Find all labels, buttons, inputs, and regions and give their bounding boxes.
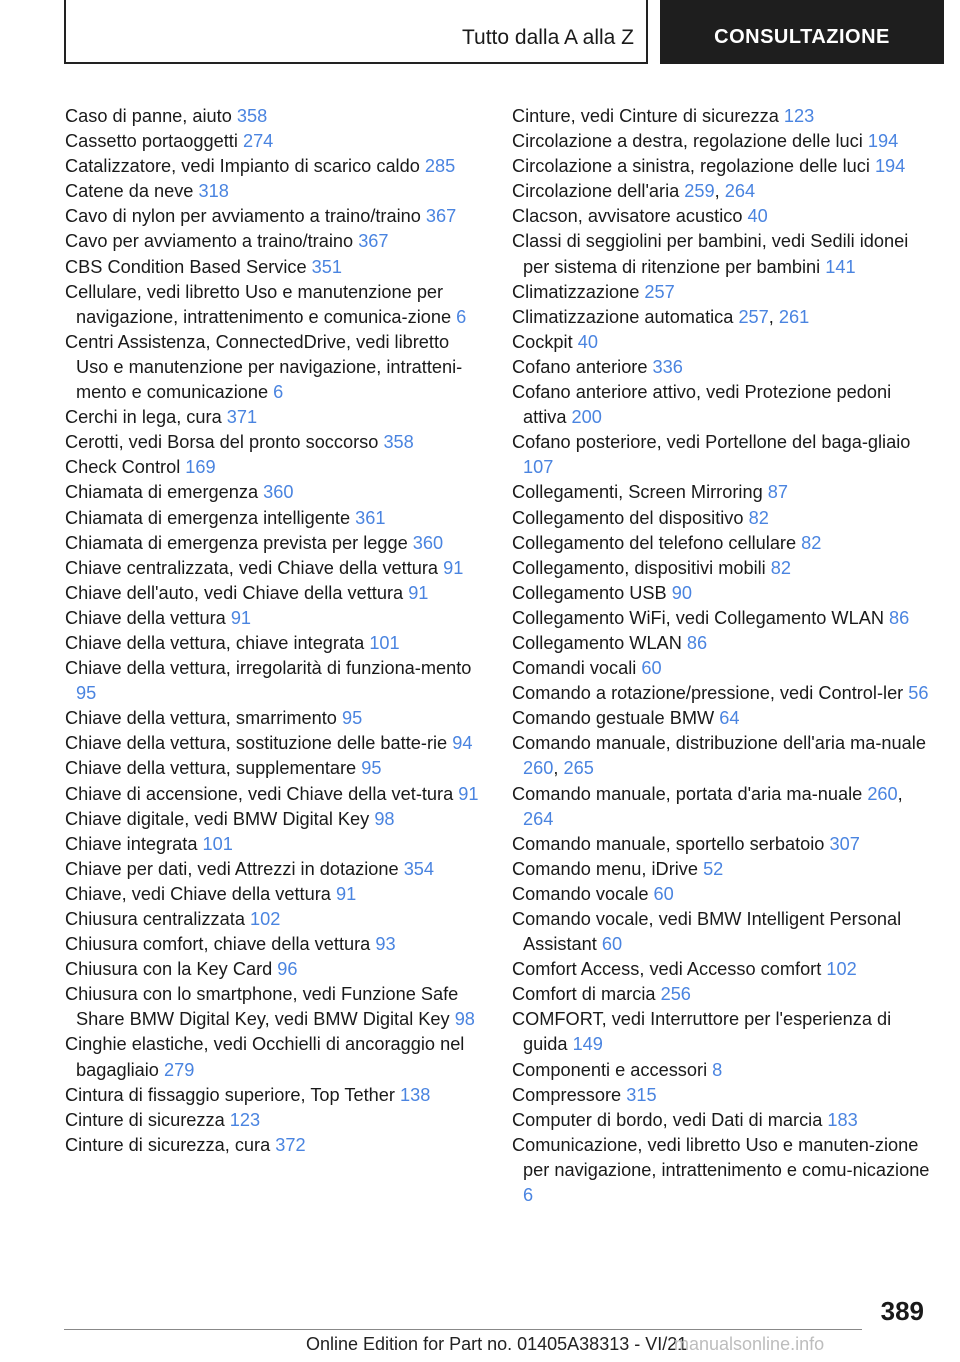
index-entry-text: Comando a rotazione/pressione, vedi Control-ler <box>512 683 909 704</box>
index-entry-text: Comando manuale, portata d'aria ma-nuale <box>512 783 868 804</box>
page-reference-link[interactable]: 257 <box>738 306 769 327</box>
index-entry <box>65 882 485 907</box>
page-reference-link[interactable]: 315 <box>626 1084 657 1105</box>
index-entry-text: Centri Assistenza, ConnectedDrive, vedi libretto Uso e manutenzione per navigazione, intratteni-mento e comunicazione <box>65 331 463 403</box>
index-entry <box>65 1133 485 1158</box>
index-entry-text: Chiave, vedi Chiave della vettura <box>65 883 336 904</box>
index-entry <box>65 480 485 505</box>
index-entry-text: Chiave digitale, vedi BMW Digital Key <box>65 808 375 829</box>
page-reference-link[interactable]: 91 <box>230 607 252 628</box>
index-entry <box>65 807 485 832</box>
page-reference-link[interactable]: 200 <box>571 407 602 428</box>
index-entry-text: Cavo per avviamento a traino/traino <box>65 231 359 252</box>
page-reference-link[interactable]: 358 <box>236 106 268 126</box>
index-entry-text: Circolazione dell'aria <box>512 181 685 202</box>
index-entry-text: Chiamata di emergenza prevista per legge <box>65 532 413 553</box>
index-entry-text: Cinture, vedi Cinture di sicurezza <box>512 106 784 126</box>
index-entry <box>512 957 932 982</box>
index-entry-text: Collegamento WLAN <box>512 632 687 653</box>
index-entry-text: Check Control <box>65 457 186 478</box>
index-entry <box>65 731 485 756</box>
page-reference-link[interactable]: 307 <box>829 833 860 854</box>
page-reference-link[interactable]: 265 <box>563 758 594 779</box>
index-entry-text: Chiave centralizzata, vedi Chiave della vettura <box>65 557 444 578</box>
index-entry-text: Chiamata di emergenza <box>65 482 264 503</box>
index-entry-text: Chiamata di emergenza intelligente <box>65 507 356 528</box>
index-entry <box>65 204 485 229</box>
index-entry <box>65 179 485 204</box>
index-entry-text: Collegamento del telefono cellulare <box>512 532 802 553</box>
page-reference-link[interactable]: 102 <box>826 959 857 980</box>
index-entry-text: Collegamento WiFi, vedi Collegamento WLAN <box>512 607 890 628</box>
index-entry <box>65 832 485 857</box>
index-entry <box>65 129 485 154</box>
page-reference-link[interactable]: 260 <box>523 758 554 779</box>
page-reference-link[interactable]: 96 <box>277 959 298 980</box>
header-bottom-rule <box>64 62 648 64</box>
index-entry <box>512 531 932 556</box>
index-entry: Comando manuale, distribuzione dell'aria ma-nuale 260, 265 <box>512 733 926 779</box>
index-entry: Circolazione dell'aria 259, 264 <box>512 181 756 202</box>
page-reference-link[interactable]: 264 <box>724 181 756 202</box>
index-entry <box>65 556 485 581</box>
page-reference-link[interactable]: 194 <box>874 156 906 177</box>
index-entry-text: Comando vocale, vedi BMW Intelligent Personal Assistant <box>512 909 902 955</box>
index-entry <box>65 154 485 179</box>
index-entry <box>65 280 485 330</box>
index-entry-text: Collegamento del dispositivo <box>512 507 749 528</box>
index-entry-text: Comando gestuale BMW <box>512 708 720 729</box>
page-reference-link[interactable]: 91 <box>443 557 464 578</box>
page-reference-link[interactable]: 91 <box>458 783 479 804</box>
index-entry <box>512 631 932 656</box>
index-entry <box>65 706 485 731</box>
page-reference-link[interactable]: 261 <box>778 306 810 327</box>
page-reference-link[interactable]: 60 <box>601 934 623 955</box>
page-reference-link[interactable]: 6 <box>523 1185 534 1206</box>
watermark: manualsonline.info <box>674 1334 825 1354</box>
header-left-rule <box>64 0 66 62</box>
page-reference-link[interactable]: 95 <box>361 758 382 779</box>
index-entry <box>65 782 485 807</box>
page-reference-link[interactable]: 371 <box>226 407 258 428</box>
page-reference-link[interactable]: 123 <box>229 1109 261 1130</box>
index-entry-text: Chiave per dati, vedi Attrezzi in dotazione <box>65 858 404 879</box>
index-entry-text: Circolazione a destra, regolazione delle luci <box>512 131 868 152</box>
index-entry-text: Classi di seggiolini per bambini, vedi Sedili idonei per sistema di ritenzione per bambini <box>512 231 909 277</box>
index-entry-text: Comfort Access, vedi Accesso comfort <box>512 959 827 980</box>
index-entry <box>512 706 932 731</box>
index-entry <box>65 857 485 882</box>
page-reference-link[interactable]: 90 <box>671 582 692 603</box>
page-reference-link[interactable]: 367 <box>425 206 457 227</box>
index-entry-text: Comunicazione, vedi libretto Uso e manuten-zione per navigazione, intrattenimento e comu-nicazione <box>512 1134 930 1180</box>
index-entry-text: Clacson, avvisatore acustico <box>512 206 748 227</box>
page-reference-link[interactable]: 8 <box>712 1059 723 1080</box>
index-column-right <box>512 104 932 1208</box>
page-reference-link[interactable]: 274 <box>242 131 274 152</box>
page-reference-link[interactable]: 279 <box>163 1059 195 1080</box>
index-entry-text: Cinghie elastiche, vedi Occhielli di ancoraggio nel bagagliaio <box>65 1034 465 1080</box>
index-entry <box>512 681 932 706</box>
page-reference-link[interactable]: 358 <box>383 432 414 453</box>
index-entry <box>65 656 485 706</box>
page-reference-link[interactable]: 56 <box>908 683 929 704</box>
index-entry-text: Compressore <box>512 1084 627 1105</box>
index-entry-text: Chiave della vettura <box>65 607 231 628</box>
index-entry <box>512 982 932 1007</box>
index-entry-text: Cellulare, vedi libretto Uso e manutenzione per navigazione, intrattenimento e comunica-zione <box>65 281 457 327</box>
page-reference-link[interactable]: 102 <box>250 909 281 929</box>
page-reference-link[interactable]: 107 <box>523 457 554 478</box>
index-entry-text: Collegamento, dispositivi mobili <box>512 557 771 578</box>
index-entry <box>65 531 485 556</box>
page-reference-link[interactable]: 257 <box>644 281 675 302</box>
edition-text: Online Edition for Part no. 01405A38313 - VI/21 <box>306 1334 688 1354</box>
index-entry <box>512 129 932 154</box>
page-reference-link[interactable]: 87 <box>767 482 788 503</box>
page-reference-link[interactable]: 183 <box>827 1109 858 1130</box>
page-reference-link[interactable]: 91 <box>335 883 357 904</box>
index-entry-text: Chiave di accensione, vedi Chiave della vet-tura <box>65 783 459 804</box>
index-entry-text: Chiave della vettura, smarrimento <box>65 708 342 729</box>
index-entry <box>512 656 932 681</box>
index-entry <box>512 606 932 631</box>
index-entry <box>512 154 932 179</box>
index-entry-text: Chiave della vettura, chiave integrata <box>65 632 370 653</box>
index-entry-text: Climatizzazione <box>512 281 645 302</box>
index-entry-text: Catene da neve <box>65 181 199 202</box>
index-entry-text: Comandi vocali <box>512 658 642 679</box>
index-entry <box>512 380 932 430</box>
index-entry <box>512 430 932 480</box>
index-entry-text: Cinture di sicurezza <box>65 1109 230 1130</box>
page-reference-link[interactable]: 361 <box>355 507 386 528</box>
index-entry <box>512 581 932 606</box>
index-entry <box>65 932 485 957</box>
page-reference-link[interactable]: 194 <box>867 131 899 152</box>
index-entry-text: COMFORT, vedi Interruttore per l'esperienza di guida <box>512 1009 892 1055</box>
page-reference-link[interactable]: 354 <box>403 858 435 879</box>
page-reference-link[interactable]: 82 <box>801 532 822 553</box>
page-reference-link[interactable]: 52 <box>703 858 724 879</box>
index-entry-text: Comando manuale, distribuzione dell'aria ma-nuale <box>512 733 926 754</box>
index-entry <box>512 857 932 882</box>
page-reference-link[interactable]: 101 <box>369 632 400 653</box>
index-entry-text: Computer di bordo, vedi Dati di marcia <box>512 1109 828 1130</box>
index-entry-text: Catalizzatore, vedi Impianto di scarico caldo <box>65 156 425 177</box>
index-entry <box>512 882 932 907</box>
page-reference-link[interactable]: 318 <box>198 181 229 202</box>
index-entry <box>512 506 932 531</box>
page-reference-link[interactable]: 6 <box>456 306 467 327</box>
index-entry <box>65 907 485 932</box>
index-entry <box>65 756 485 781</box>
index-entry <box>512 1133 932 1208</box>
index-entry-text: Cerotti, vedi Borsa del pronto soccorso <box>65 432 384 453</box>
index-entry-text: Chiave dell'auto, vedi Chiave della vettura <box>65 582 409 603</box>
index-entry-text: Collegamento USB <box>512 582 672 603</box>
index-entry-text: Cofano anteriore <box>512 356 653 377</box>
page-reference-link[interactable]: 336 <box>652 356 683 377</box>
index-entry <box>512 1108 932 1133</box>
index-entry-text: Collegamenti, Screen Mirroring <box>512 482 768 503</box>
index-entry-text: Chiusura con la Key Card <box>65 959 278 980</box>
page-number: 389 <box>880 1296 924 1326</box>
page-reference-link[interactable]: 95 <box>341 708 363 729</box>
chapter-tab: CONSULTAZIONE <box>660 0 944 64</box>
index-entry-text: Chiave della vettura, supplementare <box>65 758 362 779</box>
index-entry <box>65 606 485 631</box>
page-reference-link[interactable]: 82 <box>748 507 769 528</box>
page-reference-link[interactable]: 256 <box>660 984 691 1005</box>
index-entry <box>65 405 485 430</box>
index-entry <box>65 255 485 280</box>
page-reference-link[interactable]: 94 <box>452 733 473 754</box>
index-entry-text: Caso di panne, aiuto <box>65 106 237 126</box>
index-entry <box>65 430 485 455</box>
index-entry <box>512 280 932 305</box>
page-reference-link[interactable]: 86 <box>686 632 708 653</box>
index-entry <box>65 1108 485 1133</box>
page-reference-link[interactable]: 360 <box>412 532 444 553</box>
page-reference-link[interactable]: 138 <box>399 1084 431 1105</box>
index-entry <box>512 1083 932 1108</box>
page-reference-link[interactable]: 40 <box>747 206 768 227</box>
page-reference-link[interactable]: 91 <box>408 582 429 603</box>
page-reference-link[interactable]: 98 <box>374 808 395 829</box>
page-reference-link[interactable]: 101 <box>202 833 233 854</box>
index-entry <box>512 104 932 129</box>
index-entry-text: Componenti e accessori <box>512 1059 713 1080</box>
page-reference-link[interactable]: 149 <box>572 1034 603 1055</box>
page-reference-link[interactable]: 6 <box>273 382 284 403</box>
index-entry <box>512 229 932 279</box>
index-entry-text: Comando vocale <box>512 883 654 904</box>
index-entry-text: Chiave della vettura, sostituzione delle batte-rie <box>65 733 453 754</box>
header-divider <box>646 0 648 64</box>
index-entry <box>65 455 485 480</box>
index-entry <box>512 556 932 581</box>
index-entry-text: Cerchi in lega, cura <box>65 407 227 428</box>
page-reference-link[interactable]: 123 <box>783 106 815 126</box>
page-reference-link[interactable]: 285 <box>424 156 456 177</box>
index-entry <box>65 506 485 531</box>
index-entry <box>65 982 485 1032</box>
index-entry-text: Cavo di nylon per avviamento a traino/traino <box>65 206 426 227</box>
page-reference-link[interactable]: 95 <box>76 683 97 704</box>
page-reference-link[interactable]: 259 <box>684 181 715 202</box>
index-entry-text: Chiusura centralizzata <box>65 909 250 929</box>
index-entry-text: Cockpit <box>512 331 578 352</box>
page-reference-link[interactable]: 40 <box>577 331 598 352</box>
page-reference-link[interactable]: 60 <box>653 883 674 904</box>
page-reference-link[interactable]: 260 <box>867 783 898 804</box>
index-entry-text: Chiave della vettura, irregolarità di funziona-mento <box>65 658 472 679</box>
index-entry-text: Climatizzazione automatica <box>512 306 739 327</box>
page-reference-link[interactable]: 98 <box>454 1009 475 1030</box>
index-entry <box>65 104 485 129</box>
index-entry: Comando manuale, portata d'aria ma-nuale 260, 264 <box>512 783 903 829</box>
page-reference-link[interactable]: 82 <box>770 557 792 578</box>
index-entry <box>512 330 932 355</box>
index-entry <box>512 832 932 857</box>
index-entry <box>65 330 485 405</box>
footer-rule <box>64 1329 862 1330</box>
index-entry <box>512 1007 932 1057</box>
index-entry <box>65 631 485 656</box>
index-entry-text: Cassetto portaoggetti <box>65 131 243 152</box>
index-entry <box>65 229 485 254</box>
index-entry <box>512 907 932 957</box>
page-reference-link[interactable]: 93 <box>375 934 396 955</box>
page-reference-link[interactable]: 60 <box>641 658 662 679</box>
index-entry-text: Comando manuale, sportello serbatoio <box>512 833 830 854</box>
page-reference-link[interactable]: 360 <box>263 482 294 503</box>
index-entry-text: Cintura di fissaggio superiore, Top Tether <box>65 1084 400 1105</box>
index-entry <box>512 1058 932 1083</box>
index-entry <box>512 204 932 229</box>
index-entry <box>65 581 485 606</box>
index-entry-text: Chiave integrata <box>65 833 203 854</box>
index-entry-text: Chiusura comfort, chiave della vettura <box>65 934 376 955</box>
page-reference-link[interactable]: 86 <box>889 607 910 628</box>
index-entry-text: Comando menu, iDrive <box>512 858 704 879</box>
page-reference-link[interactable]: 141 <box>825 256 856 277</box>
index-entry-text: Circolazione a sinistra, regolazione delle luci <box>512 156 875 177</box>
index-entry-text: Cinture di sicurezza, cura <box>65 1134 276 1155</box>
page-reference-link[interactable]: 264 <box>523 808 554 829</box>
page-reference-link[interactable]: 351 <box>311 256 343 277</box>
index-entry <box>65 1083 485 1108</box>
index-entry <box>512 480 932 505</box>
index-entry <box>512 355 932 380</box>
index-column-left <box>65 104 485 1158</box>
page-reference-link[interactable]: 367 <box>358 231 389 252</box>
page-reference-link[interactable]: 372 <box>275 1134 306 1155</box>
index-entry-text: CBS Condition Based Service <box>65 256 312 277</box>
index-entry-text: Chiusura con lo smartphone, vedi Funzione Safe Share BMW Digital Key, vedi BMW Digital Key <box>65 984 459 1030</box>
index-entry-text: Cofano anteriore attivo, vedi Protezione pedoni attiva <box>512 382 892 428</box>
page-reference-link[interactable]: 64 <box>719 708 740 729</box>
index-entry-text: Cofano posteriore, vedi Portellone del baga-gliaio <box>512 432 911 453</box>
page-reference-link[interactable]: 169 <box>185 457 216 478</box>
index-entry: Climatizzazione automatica 257, 261 <box>512 306 810 327</box>
index-entry-text: Comfort di marcia <box>512 984 661 1005</box>
index-entry <box>65 1032 485 1082</box>
section-title: Tutto dalla A alla Z <box>462 26 634 49</box>
index-entry <box>65 957 485 982</box>
